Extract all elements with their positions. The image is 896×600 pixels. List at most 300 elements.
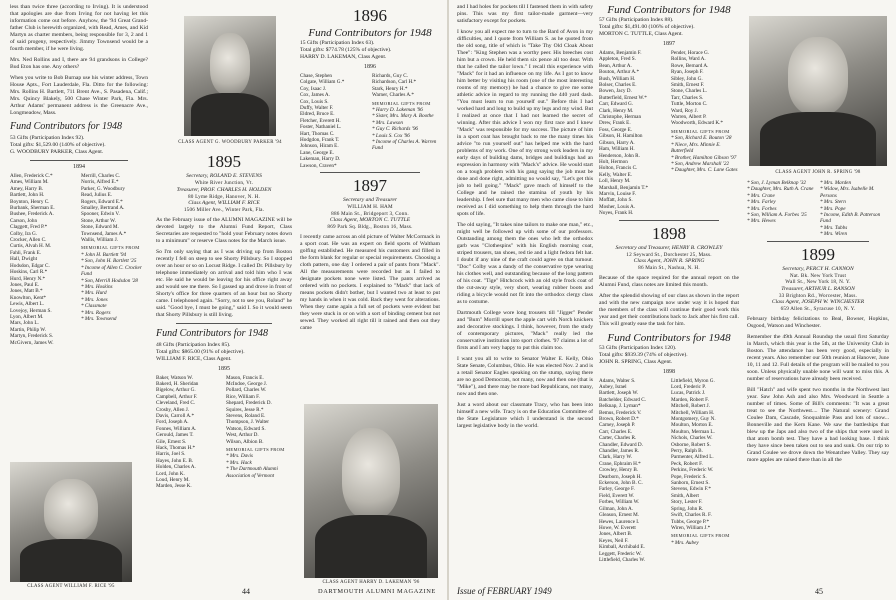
contributor-name: * Son, Merrill Hodsdon '28 — [81, 277, 138, 284]
contributor-name: Lucas, Patrick J. — [671, 390, 706, 397]
fund-agent-1895: WILLIAM F. RICE, Class Agent. — [156, 355, 232, 362]
year-heading-small-1895: 1895 — [218, 365, 230, 372]
contributor-name: MEMORIAL GIFTS FROM — [671, 533, 730, 539]
names-1896 — [300, 73, 440, 169]
fund-title-1894: Fund Contributors for 1948 — [10, 121, 122, 132]
contributor-name: Lovejoy, Herman S. — [10, 307, 52, 314]
names-column-a — [599, 50, 667, 217]
contributor-name: Spring, John R. — [671, 505, 704, 512]
names-column-a — [156, 375, 222, 490]
contributor-name: Bakerd, H. Sheridan — [156, 380, 199, 387]
photo-caption-parker: CLASS AGENT G. WOODBURY PARKER '94 — [178, 140, 282, 145]
contributor-name: Bigelow, Arthur G. — [156, 387, 196, 394]
contributor-name: Mars, John L. — [10, 320, 39, 327]
left-col-1 — [10, 4, 148, 504]
contributor-name: Bolser, Charles E. — [599, 82, 637, 89]
contributor-name: MEMORIAL GIFTS FROM — [81, 245, 140, 251]
contributor-name: Burbank, Sherman E. — [10, 205, 55, 212]
contributor-name: Stevens, Roland E. — [226, 412, 266, 419]
contributor-name: Hodsdon, Edgar C. — [10, 262, 50, 269]
fund-total-1895: Total gifts: $865.00 (91% of objective). — [156, 348, 245, 355]
contributor-name: Jones, Matt B.* — [10, 288, 43, 295]
memorial-gift-name: * Mrs. Farley — [747, 199, 776, 206]
year-heading-1896: 1896 — [353, 6, 387, 25]
contributor-name: Rowe, Bernard A. — [671, 62, 709, 69]
contributor-name: MEMORIAL GIFTS FROM — [671, 128, 730, 134]
secretary-address-1897: 886 Main St., Bridgeport 3, Conn. — [331, 210, 409, 217]
portrait-suit — [760, 112, 876, 166]
contributor-name: Davis, Carroll A.* — [156, 412, 195, 419]
names-column-a — [10, 173, 77, 346]
fund-total-1897: Total gifts: $1,491.00 (106% of objective). — [599, 24, 695, 30]
contributor-name: Batchelder, Edward C. — [599, 396, 647, 403]
left-col-2 — [156, 150, 292, 590]
names-column-b — [671, 378, 739, 564]
secretary-address-1898: 12 Seyward St., Dorchester 25, Mass. — [626, 251, 712, 258]
contributor-name: Rogers, Edward E.* — [81, 198, 123, 205]
paragraph: I know you all expect me to turn to the Bard of Avon in my difficulties, and I quote from William S. as he quoted from the old song, title of which is "Take Thy Old Cloak About Thee": "King Stephen was a worthy peer. His breeches cost him but a crown. He held them six pence all too dear. With that he called the tailor lown." I recall this experience with "Mack" for it had an influence on my life. As I got to know him better by visiting his room (one of the most interesting rooms of my memory) he had a chance to give me some athletic advice in regard to my running the 440 yard dash. "You must learn to run yourself out." Before this I had worked hard and long to build up my legs and my wind. But I realized at once that I had not learned the secret of winning. After this advice I won my first race and I knew "Mack" was responsible for my success. The picture of him in a sport coat has brought back to me the many times his advice "to run yourself out" has helped me with the hard problems of my work. One of my strong work leaders in my early days of building dams, bridges and buildings had an expression in harmony with "Mack's" advice. He would start on a tough problem with his gang saying the job must be done and done right, admitting no would say, "Let's get this job to hell going." "Mack" gave much of himself to the College and he raised the stamina of youth by his leadership. I feel sure that many men who came close to him received as I did something to help them through the hard spots of life. — [457, 29, 593, 217]
contributor-name: Littlefield, Charles W. — [599, 556, 646, 563]
paragraph: February birthday felicitations to Beal, Bowser, Hopkins, Osgood, Watson and Winchester. — [747, 315, 889, 329]
contributor-name: Bowen, Jacy D. — [599, 88, 632, 95]
divider — [176, 323, 272, 324]
contributor-name: Hodgdon, Frank T. — [300, 137, 340, 144]
portrait-suit — [315, 515, 428, 578]
fund-agent-1894: G. WOODBURY PARKER, Class Agent. — [10, 149, 104, 155]
secretary-1895: Secretary, ROLAND E. STEVENS — [186, 173, 262, 179]
class-agent-photo-parker — [184, 16, 276, 136]
contributor-name: Carr, Charles E. — [599, 428, 633, 435]
contributor-name: * Son, Andrew Marshall '22 — [671, 160, 730, 167]
paragraph: The old saying, "It takes nine tailors to make one man," etc., might well be followed up with some of our professors. Outstanding among them the ones who left the orthodox garb was "Clothespins" with his English morning coat, striped trousers, tan shoes, red tie and a light fedora felt hat. I doubt if any nine of the craft could agree on that turnout. "Doc" Colby was a dandy of the conservative type wearing his clothes well, and outstanding because of the long pattern of his coat. "Tige" Hitchcock with an old style frock coat of the cut-away style, very short, wearing rubber boots and riding a bicycle would not fit into the orthodox clergy class as to costume. — [457, 222, 593, 305]
fund-title-1895: Fund Contributors for 1948 — [156, 327, 268, 339]
class-agent-address-1899: 659 Allen St., Syracuse 10, N. Y. — [780, 306, 856, 313]
contributor-name: Clark, Harry W. — [599, 454, 633, 461]
paragraph: Just a word about our classmate Tracy, who has been into himself a new wife. Tracy is on the Education Committee of the State Legislature which I understand is the second largest legislative body in the world. — [457, 402, 593, 429]
contributor-name: Mitchell, William H. — [671, 409, 715, 416]
right-col-2 — [599, 4, 739, 586]
contributor-name: Bush, William H. — [599, 75, 636, 82]
names-column-b — [820, 180, 889, 238]
contributor-name: * Sister, Mrs. Mary A. Boothe — [372, 113, 434, 120]
photo-caption-lakeman: CLASS AGENT HARRY D. LAKEMAN '96 — [322, 580, 420, 585]
contributor-name: Moffatt, John S. — [599, 197, 633, 204]
contributor-name: Stone, Edward M. — [81, 224, 119, 231]
contributor-name: Moulton, Morton E. — [671, 422, 713, 429]
year-heading-1894: 1894 — [73, 164, 85, 170]
fund-agent-1897: MORTON C. TUTTLE, Class Agent. — [599, 31, 683, 37]
fund-agent-1896: HARRY D. LAKEMAN, Class Agent. — [300, 54, 387, 60]
contributor-name: Peck, Robert F. — [671, 460, 703, 467]
names-column-a — [599, 378, 667, 564]
contributor-name: Dearborn, Joseph H. — [599, 473, 642, 480]
contributor-name: Moulton, Merman L. — [671, 428, 715, 435]
secretary-name-1897: WILLIAM H. HAM — [347, 204, 393, 211]
paragraph: After the splendid showing of our class as shown in the report and with the new campaign now under way it is hoped that the members of the class will continue their good work this year and get their contributions back to Jack after his first call. This will greatly ease the task for him. — [599, 292, 739, 327]
contributor-name: Chandler, James R. — [599, 448, 640, 455]
contributor-name: Ryan, Joseph F. — [671, 69, 704, 76]
treasurer-address-1895: 80 Lyme Ridge, Hanover, N. H. — [187, 193, 260, 200]
contributor-name: * Brother, Hamilton Gibson '97 — [671, 154, 737, 161]
contributor-name: Pope, Frederic S. — [671, 473, 707, 480]
class-agent-1899: Class Agent, JOSEPH W. WINCHESTER — [771, 299, 865, 306]
contributor-name: Mitchell, Robert J. — [671, 403, 710, 410]
contributor-name: Kelly, Walter E. — [599, 171, 633, 178]
contributor-name: Cox, Louis S. — [300, 98, 329, 105]
contributor-name: Gilman, John A. — [599, 505, 634, 512]
contributor-name: Rice, William F. — [226, 393, 260, 400]
contributor-name: * Mrs. Jones — [81, 296, 108, 303]
page-number-right: 45 — [815, 587, 823, 596]
class-agent-photo-rice — [10, 462, 132, 582]
contributor-name: Bemus, Frederick V. — [599, 409, 642, 416]
names-column-b — [226, 375, 292, 490]
contributor-name: Marvin, Louise F. — [599, 190, 637, 197]
contributor-name: Ford, Joseph A. — [156, 419, 189, 426]
memorial-gift-name: * Mrs. Tubbs — [820, 224, 848, 231]
contributor-name: Butterfield, Ernest W.* — [599, 94, 647, 101]
contributor-name: * Mrs. Townsend — [81, 315, 117, 322]
year-heading-small-1898: 1898 — [663, 368, 675, 375]
contributor-name: Spooner, Edwin V. — [81, 211, 120, 218]
contributor-name: Lyon, Albert M. — [10, 313, 44, 320]
contributor-name: Montgomery, Guy N. — [671, 416, 716, 422]
paragraph: Remember the 49th Annual Roundup the usual first Saturday in March, which this year is the 5th, at the University Club in Boston. The attendance has been very good, especially in recent years. Also remember our 50th reunion at Hanover, June 10, 11 and 12. Full details of the program will be mailed to you soon. Unless physically unable none will want to miss this. A number of reservations have already been received. — [747, 333, 889, 382]
contributor-name: Hurd, Henry N.* — [10, 275, 46, 282]
contributor-name: Mosher, Louis A. — [599, 203, 636, 210]
contributor-name: Campbell, Arthur F. — [156, 393, 198, 400]
fund-gifts-1894: 53 Gifts (Participation Index 92). — [10, 135, 85, 141]
contributor-name: * Mrs. Hurd — [81, 290, 107, 297]
page-number-left: 44 — [242, 587, 250, 596]
paragraph: Because of the space required for the annual report on the Alumni Fund, class notes are limited this month. — [599, 274, 739, 288]
divider — [767, 241, 869, 242]
paragraph: So I'm only saying that as I was driving up from Boston recently I fell on steep to see Shorty Pillsbury. So I stopped over an hour or so on Locust Ridge. I called Dr. Pillsbury by telephone immediately on arrival and told him who I was etc. He said he would be leaving for his office right away and would see me there. So I gassed up and drove in front of Shorty's office for three quarters of an hour but no Shorty came. I telephoned again. "Sorry, not to see you, Roland" he said. "Good bye, I must be going," said I. So it would seem that Shorty Pillsbury is still living. — [156, 248, 292, 318]
contributor-name: Marden, Robert F. — [671, 396, 709, 403]
contributor-name: * Daughter, Mrs. C. Lane Gates — [671, 167, 738, 174]
class-agent-photo-spring — [749, 16, 887, 166]
secretary-1899: Secretary, PERCY H. CANNON — [782, 265, 854, 272]
contributor-name: Warner, Charles A.* — [372, 92, 415, 99]
contributor-name: Marden, Jesse K. — [156, 483, 192, 490]
contributor-name: Martin, Philip W. — [10, 326, 47, 333]
contributor-name: Wilson, Albion B. — [226, 438, 264, 445]
memorial-gift-name: * Mrs. Marden — [820, 180, 852, 186]
intro-paragraphs — [10, 4, 148, 117]
contributor-name: West, Arthur D. — [226, 432, 259, 439]
contributor-name: Brown, Robert D.* — [599, 416, 639, 422]
contributor-name: Gibson, Harry A. — [599, 139, 635, 146]
left-col-3 — [300, 4, 440, 399]
notes-1899 — [747, 316, 889, 464]
contributor-name: * Guy C. Richards '96 — [372, 126, 419, 133]
portrait-face — [210, 33, 250, 95]
contributor-name: * Mrs. Hack — [226, 459, 252, 466]
contributor-name: Keyes, Neil F. — [599, 537, 629, 544]
notes-1895 — [156, 217, 292, 319]
contributor-name: Bartlett, John H. — [10, 192, 45, 199]
names-column-b — [372, 73, 440, 169]
fund-gifts-1898: 53 Gifts (Participation Index 120). — [599, 344, 677, 351]
contributor-name: Perry, Ralph B. — [671, 448, 703, 455]
contributor-name: Squires, Jesse R.* — [226, 406, 264, 413]
contributor-name: Fletcher, Everett H. — [300, 117, 341, 124]
contributor-name: Lord, Frederic P. — [671, 383, 706, 390]
contributor-name: Norris, Alfred E.* — [81, 179, 119, 186]
contributor-name: Gerould, James T. — [156, 432, 194, 439]
contributor-name: Loll, Henry M. — [599, 178, 631, 185]
contributor-name: Jones, Paul E. — [10, 281, 40, 288]
left-page — [0, 0, 447, 600]
contributor-name: Forbes, William W. — [599, 499, 640, 506]
contributor-name: Shepard, Frederick D. — [226, 400, 272, 407]
contributor-name: Hewes, Laurence I. — [599, 518, 640, 525]
contributor-name: Hall, Dwight — [10, 256, 38, 263]
year-heading-1897: 1897 — [353, 176, 387, 196]
contributor-name: Field, Everett W. — [599, 492, 635, 499]
contributor-name: MEMORIAL GIFTS FROM — [372, 100, 431, 106]
class-agent-1895: Class Agent, WILLIAM F. RICE — [188, 200, 260, 206]
contributor-name: Stevens, Edwin F.* — [671, 486, 711, 493]
contributor-name: Sanborn, Ernest S. — [671, 480, 710, 487]
treasurer-1895: Treasurer, PROF. CHARLES H. HOLDEN — [176, 186, 272, 193]
contributor-name: Lord, John K. — [156, 470, 185, 477]
contributor-name: * The Dartmouth Alumni Association of Vermont — [226, 466, 278, 479]
paragraph: As the February issue of the ALUMNI MAGAZINE will be devoted largely to the Alumni Fund Report, Class Secretaries are requested to "hold your February notes down to a minimum" or reserve Class notes for the March issue. — [156, 216, 292, 244]
contributor-name: Fonnes, William A. — [156, 425, 197, 432]
secretary-1898: Secretary and Treasurer, HENRY B. CROWLEY — [615, 244, 723, 251]
contributor-name: Foster, Nathaniel L. — [300, 124, 342, 131]
contributor-name: Hack, Thomas H.* — [156, 444, 196, 451]
contributor-name: * Mrs. Davis — [226, 453, 253, 460]
secretary-address-2-1899: Wall St., New York 18, N. Y. — [785, 279, 851, 286]
contributor-name: Christophe, Herman — [599, 114, 642, 121]
contributor-name: Osborne, Robert S. — [671, 441, 711, 448]
portrait-suit — [20, 539, 122, 582]
contributor-name: Stark, Henry H.* — [372, 85, 408, 92]
portrait-face — [44, 479, 98, 541]
contributor-name: Lewis, Albert L. — [10, 301, 44, 308]
contributor-name: McGivern, James W. — [10, 339, 54, 346]
contributor-name: Bouton, Arthur A.* — [599, 69, 640, 76]
year-heading-1898: 1898 — [652, 223, 686, 243]
contributor-name: Read, Julius E. — [81, 192, 113, 199]
portrait-face — [788, 37, 849, 115]
contributor-name: Hart, Thomas C. — [300, 130, 335, 137]
contributor-name: Boynton, Henry C. — [10, 198, 50, 205]
class-agent-1897: Class Agent, MORTON C. TUTTLE — [329, 217, 411, 224]
contributor-name: Story, Lester F. — [671, 499, 703, 506]
contributor-name: Amey, Harry B. — [10, 185, 44, 192]
portrait-face — [342, 428, 401, 518]
contributor-name: * Harry D. Lakeman '96 — [372, 107, 423, 114]
divider — [320, 172, 420, 173]
contributor-name: Ames, William M. — [10, 179, 49, 186]
contributor-name: McIndoe, George J. — [226, 380, 268, 387]
class-agent-address-1897: 869 Park Sq. Bldg., Boston 16, Mass. — [327, 224, 413, 231]
secretary-address-1899: Nat. Bk. New York Trust — [789, 272, 847, 279]
secretary-address-1895: White River Junction, Vt. — [194, 180, 254, 186]
divider — [30, 160, 128, 161]
contributor-name: Bean, Arthur A. — [599, 62, 632, 69]
contributor-name: Carney, Joseph P. — [599, 422, 636, 429]
contributor-name: Ward, Roy J. — [671, 107, 698, 114]
contributor-name: Belknap, J. Lyman* — [599, 403, 641, 410]
contributor-name: Eckerson, John B. C. — [599, 480, 643, 487]
names-column-b — [81, 173, 148, 346]
names-column-b — [671, 50, 739, 217]
contributor-name: Fahli, Frank E. — [10, 249, 42, 256]
treasurer-address-1899: 33 Brighton Rd., Worcester, Mass. — [778, 292, 858, 299]
contributor-name: Gibson, H. Hamilton — [599, 133, 643, 140]
contributor-name: Howe, W. Everett — [599, 524, 636, 531]
photo-caption-rice: CLASS AGENT WILLIAM F. RICE '95 — [27, 584, 115, 589]
contributor-name: Smith, Ernest F. — [671, 82, 705, 89]
contributor-name: Warren, Albert P. — [671, 114, 707, 121]
contributor-name: Crocker, Allen C. — [10, 237, 47, 244]
contributor-name: Carson, John — [10, 217, 38, 224]
paragraph: and I had holes for pockets till I fastened them in with safety pins. This was my first tailor-made garment—very satisfactory except for pockets. — [457, 4, 593, 24]
contributor-name: Chase, Stephen — [300, 73, 332, 79]
contributor-name: Gleason, Ernest M. — [599, 512, 640, 519]
contributor-name: Richards, Guy C. — [372, 73, 409, 79]
contributor-name: Curtis, Alvah H. M. — [10, 243, 52, 250]
memorial-gift-name: * Son, William A. Forbes '25 — [747, 212, 807, 219]
contributor-name: Noyes, Frank H. — [599, 210, 634, 217]
photo-caption-spring: CLASS AGENT JOHN R. SPRING '98 — [775, 170, 861, 175]
fund-title-1897: Fund Contributors for 1948 — [607, 4, 731, 16]
contributor-name: Nichols, Charles W. — [671, 435, 713, 442]
contributor-name: Claggett, Fred P.* — [10, 224, 48, 231]
contributor-name: Wallis, William J. — [81, 237, 119, 244]
fund-total-1894: Total gifts: $1,529.00 (140% of objective). — [10, 142, 106, 148]
year-heading-1895: 1895 — [207, 152, 241, 171]
secretary-1897: Secretary and Treasurer — [342, 197, 398, 204]
contributor-name: Wiren, William J.* — [671, 524, 711, 531]
contributor-name: Thompson, J. Walter — [226, 419, 269, 426]
class-agent-photo-lakeman — [304, 404, 438, 578]
names-1898 — [599, 378, 739, 564]
contributor-name: Adams, Walter S. — [599, 377, 636, 384]
contributor-name: Cleveland, Fred C. — [156, 400, 196, 407]
paragraph: When you write to Bob Burnap use his winter address, Town House Apts., Fort Lauderdale, Fla. Ditto for the following: Mrs. Rollins H. Bartlett, 711 Brent Ave., S. Pasadena, Calif.; Mrs. Quincy Blakely, 500 Chase Winter Park, Fla. Mrs. Arthur Adams' permanent address is the Greenacre Ave., Longmeadow, Mass. — [10, 75, 148, 116]
contributor-name: Parker, G. Woodbury — [81, 185, 125, 192]
contributor-name: * Income of Charles A. Warren Fund — [372, 139, 437, 152]
fund-total-1898: Total gifts: $939.39 (74% of objective). — [599, 351, 688, 358]
paragraph: I want you all to write to Senator Walter E. Kelly, Ohio State Senate, Columbus, Ohio. He was elected Nov. 2 and is a retail Senator Eagles speaking on the stump, saying there are no good Democrats, not many, now and then one (that is "Mike"), and there may be more bad Republicans, not many, now and then one. — [457, 356, 593, 397]
contributor-name: * Mrs. Lawson — [372, 119, 403, 126]
class-agent-1898: Class Agent, JOHN R. SPRING — [633, 258, 705, 265]
contributor-name: Sibley, John G. — [671, 75, 703, 82]
contributor-name: Colby, Ira G. — [10, 230, 38, 237]
contributor-name: * Son, Richard E. Bouton '28 — [671, 135, 732, 142]
contributor-name: * Louis S. Cox '96 — [372, 132, 410, 139]
contributor-name: * Niece, Mrs. Minnie E. Butterfield — [671, 141, 721, 155]
contributor-name: Townsend, James A.* — [81, 230, 127, 237]
contributor-name: Allen, Frederick C.* — [10, 173, 53, 179]
contributor-name: Crowley, Henry B. — [599, 467, 639, 474]
fund-title-1898: Fund Contributors for 1948 — [607, 331, 731, 344]
magazine-footer: DARTMOUTH ALUMNI MAGAZINE — [318, 588, 436, 595]
contributor-name: Duffy, Walter F. — [300, 105, 334, 112]
contributor-name: Aubey, Israel — [599, 383, 627, 390]
contributor-name: Bushee, Frederick A. — [10, 211, 54, 218]
contributor-name: Ham, William H. — [599, 146, 635, 153]
contributor-name: Carr, Edward G. — [599, 101, 634, 108]
contributor-name: Drew, Frank E. — [599, 120, 631, 127]
contributor-name: * Mrs. Aubey — [671, 539, 699, 546]
memorial-gifts-1898 — [747, 180, 889, 238]
treasurer-1899: Treasurer, ARTHUR L. RANSON — [781, 285, 855, 292]
right-col-3 — [747, 180, 889, 586]
contributor-name: Carter, Charles R. — [599, 435, 637, 442]
notes-1898 — [599, 275, 739, 328]
names-column-a — [300, 73, 368, 169]
paragraph: less than twice three (according to Irving). It is understood that apologies are due from Irving for not having let this information come out before. Anyhow, the '94 Great Grand-father Club is herewith organized, with Read, Ames, and Kid Martyn as charter members, being responsible for 3, 2 and 1 of said progeny, respectively. Jimmy Townsend would be a fourth member, if he were living. — [10, 4, 148, 52]
notes-1897-continued — [457, 4, 593, 430]
contributor-name: Littlefield, Myron G. — [671, 377, 715, 384]
contributor-name: Tubbs, George P.* — [671, 518, 710, 525]
class-agent-address-1895: 1506 Miller Ave., Winter Park, Fla. — [183, 207, 265, 213]
contributor-name: Rollins, Ward A. — [671, 56, 706, 63]
contributor-name: Swift, Charles R. F. — [671, 512, 712, 519]
contributor-name: Smith, Albert — [671, 492, 699, 499]
contributor-name: Crane, Ephraim H.* — [599, 460, 641, 467]
contributor-name: Martyn, Frederick S. — [10, 333, 54, 340]
contributor-name: Perkins, Frederic W. — [671, 467, 714, 474]
right-page — [449, 0, 896, 600]
paragraph: Bill "Hatch" and wife spent two months in the Northwest last year. Saw John Ash and also Mrs. Woodward in Seattle a number of times. Some of Bill's comments: "It was a great treat to see the Northwest.... The Natural scenery: Grand Coulee Dam, Cascade, Snoqualmie Pass and lots of snow... Bonneville and the Kern Kane. We saw the battleships that blew up the Japs and also two of the ships that were used in that atom bomb test. They have a bad looking base. I think they have since been taken out to sea and sunk. On our trip to Grand Coulee we drove down the Wenatchee Valley. They say more apples are raised there than in all the — [747, 386, 889, 463]
names-column-a — [747, 180, 816, 238]
names-1894 — [10, 173, 148, 346]
contributor-name: Mason, Francis E. — [226, 374, 264, 381]
year-heading-small-1896: 1896 — [364, 64, 376, 70]
names-1897 — [599, 50, 739, 217]
contributor-name: Holt, Hermon — [599, 158, 628, 165]
contributor-name: * Mrs. Rogers — [81, 309, 111, 316]
contributor-name: Leggett, Frederic W. — [599, 550, 642, 557]
names-1895 — [156, 375, 292, 490]
issue-date: Issue of FEBRUARY 1949 — [457, 586, 552, 596]
class-agent-address-1898: 86 Main St., Nashua, N. H. — [638, 265, 700, 272]
contributor-name: Foss, George E. — [599, 126, 633, 133]
fund-total-1896: Total gifts: $774.78 (125% of objective). — [300, 47, 392, 53]
contributor-name: Pender, Horace G. — [671, 50, 710, 56]
memorial-gift-name: * Mrs. Wiren — [820, 231, 848, 238]
contributor-name: Stone, Arthur W. — [81, 217, 116, 224]
contributor-name: Harris, Joel S. — [156, 451, 186, 458]
fund-gifts-1895: 48 Gifts (Participation Index 85). — [156, 341, 231, 348]
memorial-gift-name: * Income, Edith B. Patterson Fund — [820, 212, 881, 225]
contributor-name: * Income of Allen C. Crocker Fund — [81, 264, 142, 278]
memorial-gift-name: * Mrs. Crane — [747, 192, 775, 199]
contributor-name: Adams, Benjamin F. — [599, 50, 642, 56]
contributor-name: Jones, Albert B. — [599, 531, 633, 538]
year-heading-small-1897: 1897 — [663, 41, 675, 47]
portrait-suit — [191, 93, 268, 136]
divider — [619, 220, 719, 221]
contributor-name: Cox, James A. — [300, 92, 330, 99]
year-heading-1899: 1899 — [801, 244, 835, 264]
paragraph: Dartmouth College wore long trousers till "Jigger" Pender and "Bum" Morrill upset the apple cart with Norch knickers and decorative stockings. I think, however, from the study of contemporary pictures, "Mack" really led the conservative institution into sport clothes. '97 claims a lot of firsts and I am very happy to put this claim too. — [457, 310, 593, 351]
contributor-name: * Son, John H. Bartlett '25 — [81, 258, 137, 265]
contributor-name: Hayes, John E. B. — [156, 457, 194, 464]
contributor-name: Merrill, Charles C. — [81, 173, 121, 179]
contributor-name: Smalley, Bertrand A. — [81, 205, 125, 212]
contributor-name: Farley, George F. — [599, 486, 635, 493]
contributor-name: Johnson, Hiram E. — [300, 143, 339, 150]
notes-1897 — [300, 234, 440, 332]
